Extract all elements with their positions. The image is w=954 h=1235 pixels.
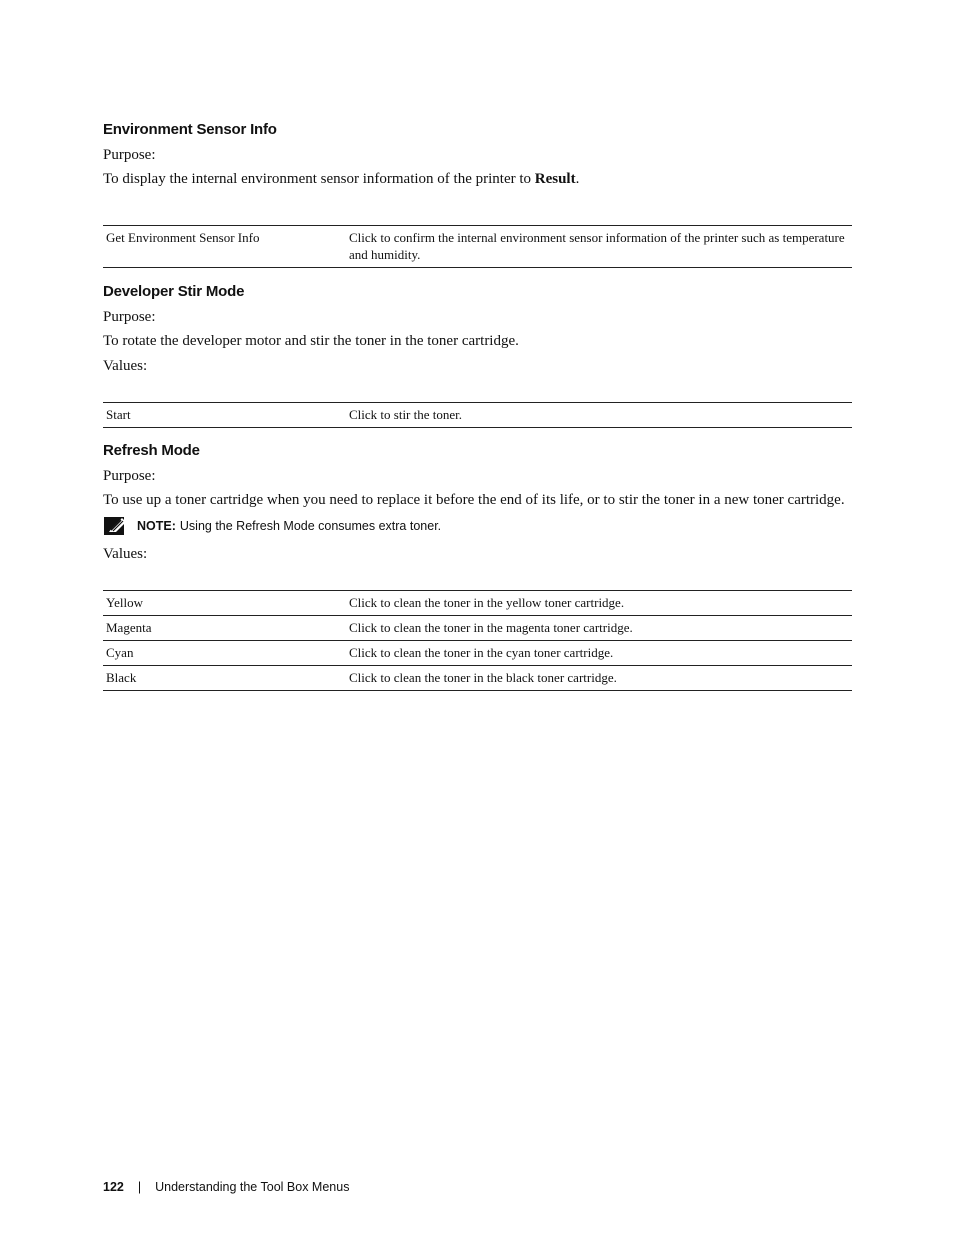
purpose-text: To rotate the developer motor and stir the toner in the toner cartridge.	[103, 333, 519, 349]
value-description: Click to clean the toner in the cyan toner cartridge.	[349, 645, 614, 660]
page-number: 122	[103, 1180, 124, 1194]
table-row	[103, 403, 852, 428]
table-row	[103, 616, 852, 641]
table-row	[103, 226, 852, 268]
section-developer-stir-mode	[103, 282, 852, 428]
note-label: NOTE:	[137, 519, 176, 533]
value-name: Cyan	[106, 645, 134, 660]
page-content	[103, 120, 852, 691]
purpose-text-part: To display the internal environment sensor information of the printer to	[103, 171, 535, 187]
value-description: Click to clean the toner in the magenta toner cartridge.	[349, 620, 633, 635]
purpose-label: Purpose:	[103, 147, 156, 163]
note	[103, 516, 852, 536]
purpose-text	[103, 170, 852, 189]
section-title: Developer Stir Mode	[103, 283, 245, 300]
table-row	[103, 666, 852, 691]
purpose-text-end: .	[575, 171, 580, 187]
page-footer	[103, 1180, 349, 1194]
setting-name: Get Environment Sensor Info	[106, 230, 260, 245]
value-name: Magenta	[106, 620, 152, 635]
purpose-text-bold: Result	[534, 171, 576, 187]
note-text: Using the Refresh Mode consumes extra toner.	[179, 519, 442, 533]
purpose-label: Purpose:	[103, 468, 156, 484]
section-title: Environment Sensor Info	[103, 121, 277, 138]
table-row	[103, 591, 852, 616]
setting-description: Click to confirm the internal environment sensor information of the printer such as temperature and humidity.	[349, 230, 845, 262]
value-description: Click to stir the toner.	[349, 407, 463, 422]
values-label: Values:	[103, 546, 148, 562]
settings-table	[103, 225, 852, 268]
value-description: Click to clean the toner in the black toner cartridge.	[349, 670, 617, 685]
values-label: Values:	[103, 358, 148, 374]
section-title: Refresh Mode	[103, 442, 200, 459]
purpose-label: Purpose:	[103, 309, 156, 325]
footer-separator: |	[137, 1180, 142, 1194]
purpose-text: To use up a toner cartridge when you need to replace it before the end of its life, or to stir the toner in a new toner cartridge.	[103, 492, 845, 508]
values-table	[103, 402, 852, 428]
value-description: Click to clean the toner in the yellow toner cartridge.	[349, 595, 625, 610]
value-name: Yellow	[106, 595, 143, 610]
values-table	[103, 590, 852, 691]
note-pencil-icon	[103, 516, 129, 536]
value-name: Start	[106, 407, 131, 422]
section-environment-sensor-info	[103, 120, 852, 268]
table-row	[103, 641, 852, 666]
section-refresh-mode	[103, 441, 852, 691]
chapter-title: Understanding the Tool Box Menus	[155, 1180, 350, 1194]
value-name: Black	[106, 670, 137, 685]
